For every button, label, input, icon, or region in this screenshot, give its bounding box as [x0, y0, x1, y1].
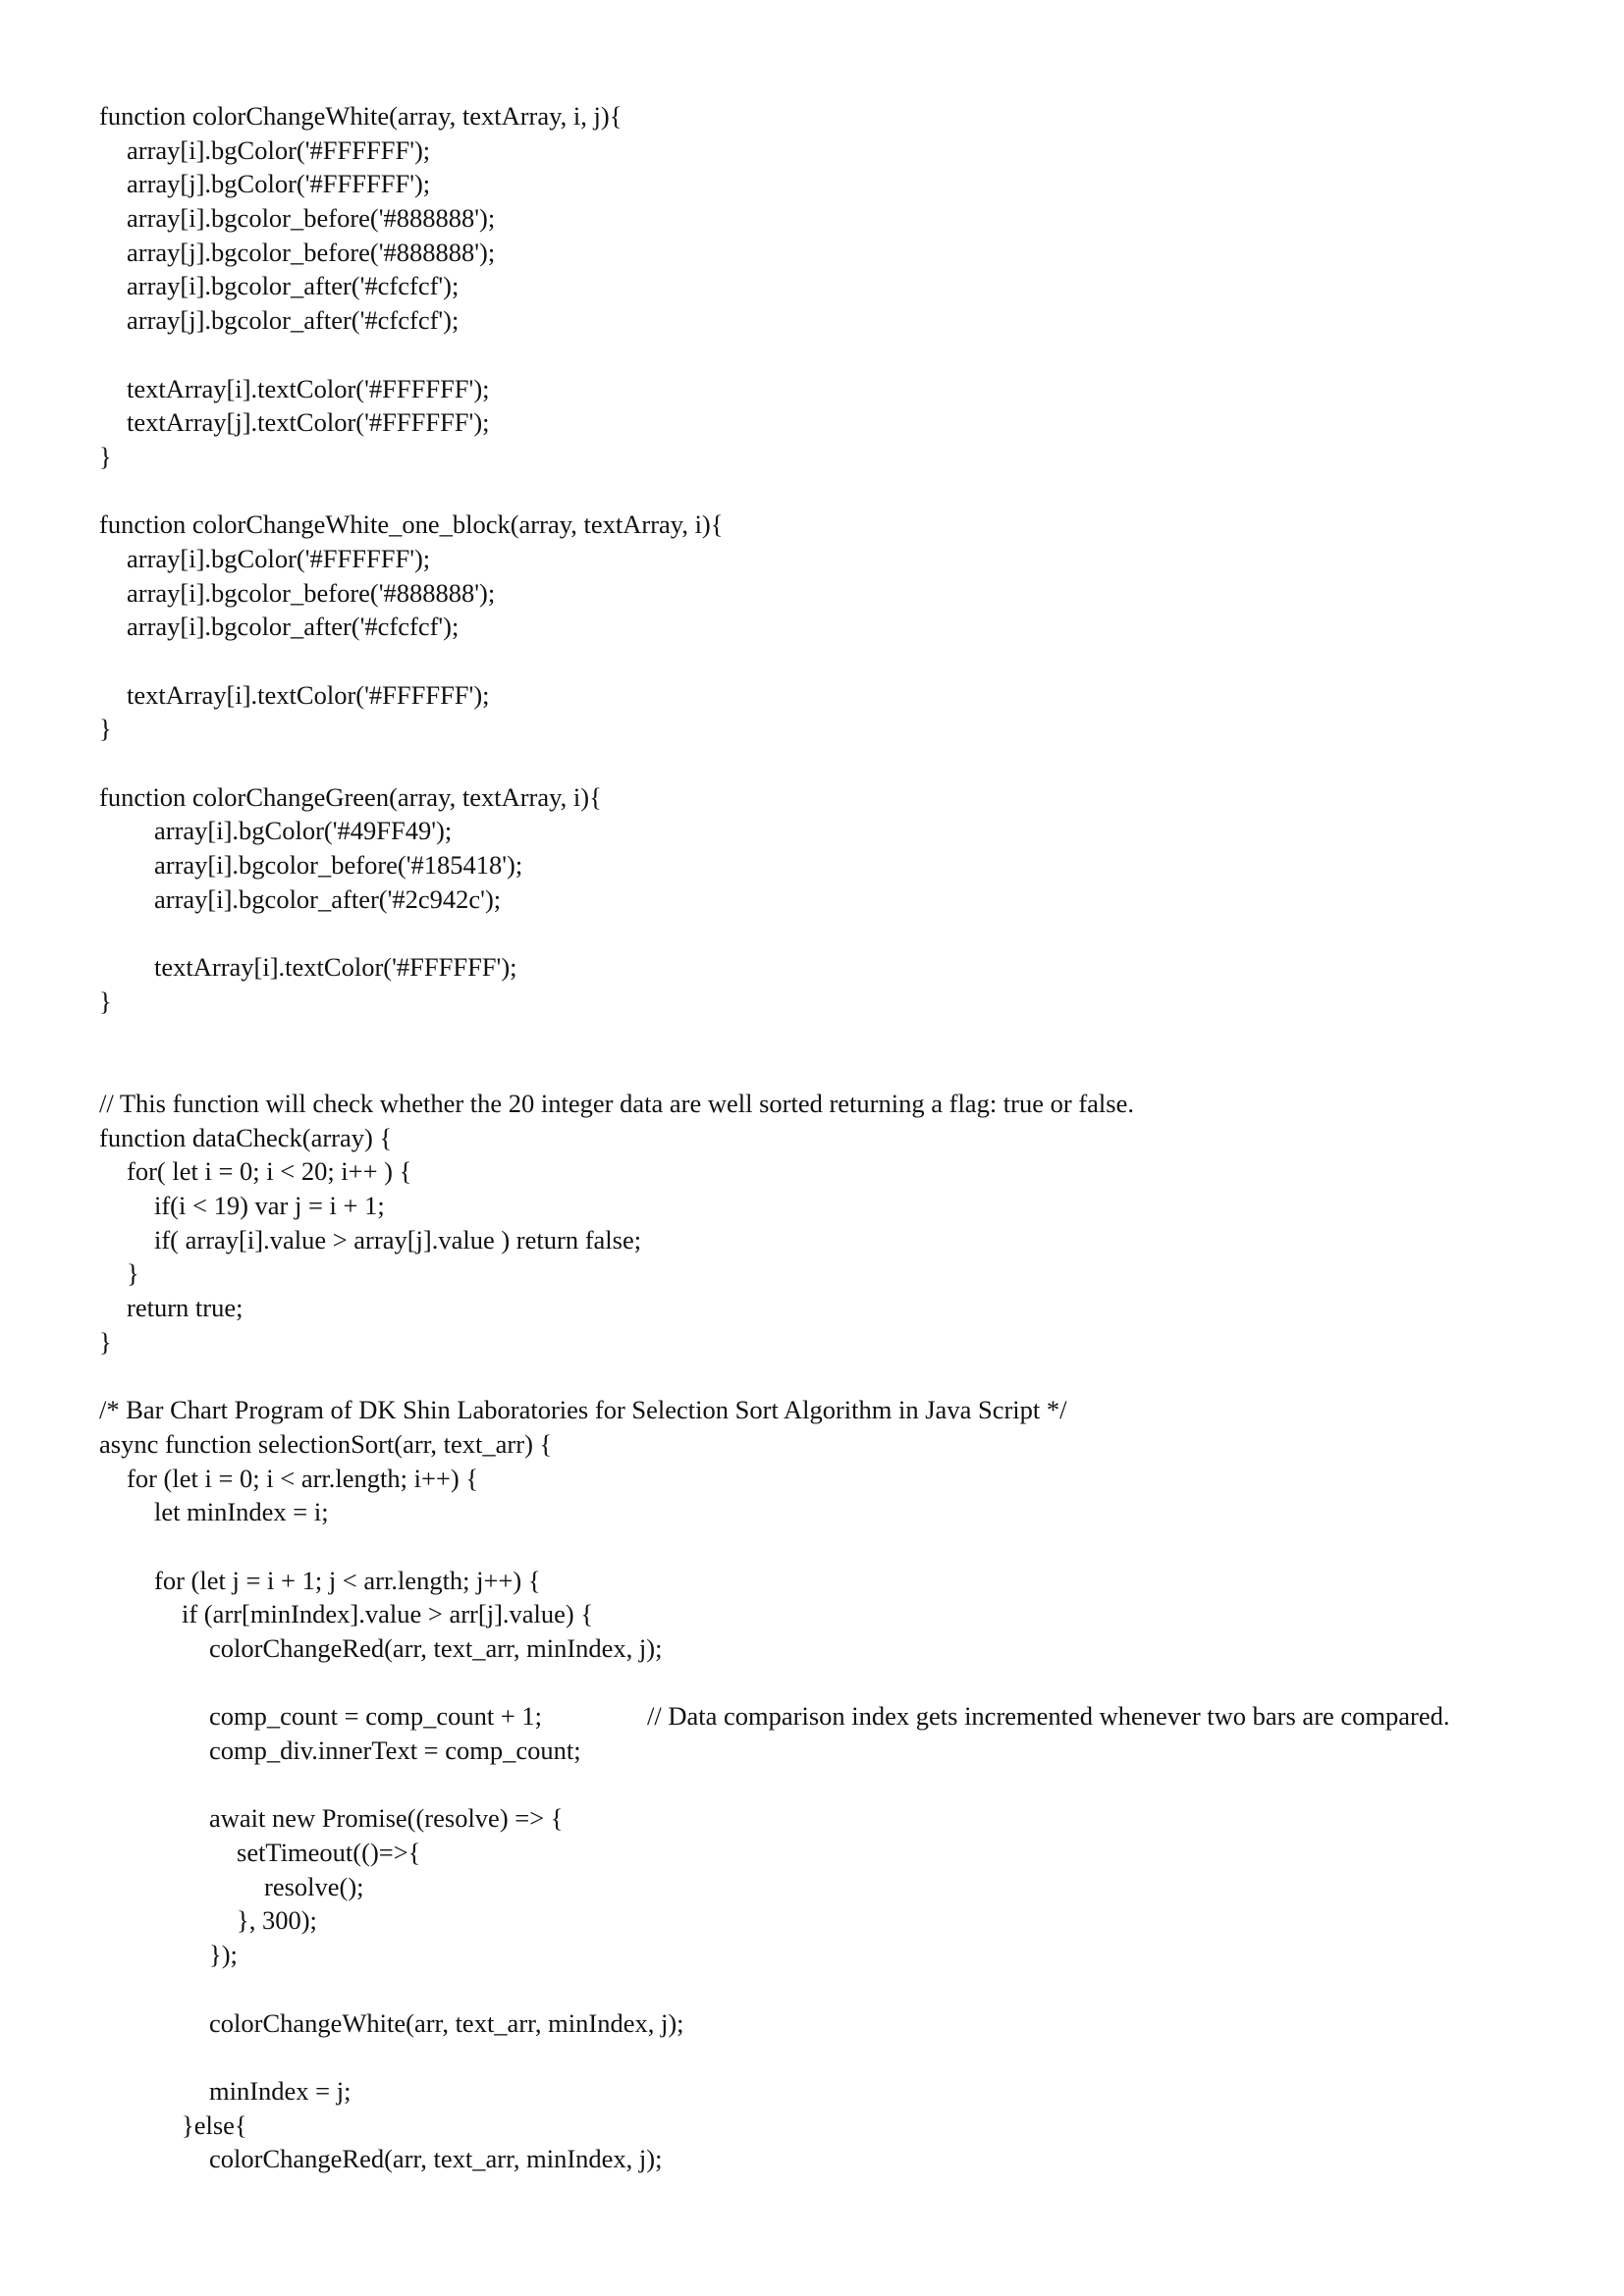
- code-line: [99, 848, 1572, 882]
- code-line: [99, 236, 1572, 270]
- code-line: [99, 338, 1572, 372]
- code-text: function dataCheck(array) {: [99, 1122, 393, 1152]
- code-text: array[i].bgcolor_before('#888888');: [127, 577, 496, 608]
- code-line: [99, 1121, 1572, 1155]
- code-text: for( let i = 0; i < 20; i++ ) {: [127, 1156, 412, 1187]
- code-text: function colorChangeWhite(array, textArray, i, j){: [99, 101, 623, 131]
- code-line: [99, 1154, 1572, 1189]
- code-text: comp_div.innerText = comp_count;: [209, 1735, 581, 1765]
- code-line: [99, 440, 1572, 474]
- code-text: function colorChangeWhite_one_block(array, textArray, i){: [99, 509, 724, 540]
- code-line: [99, 1019, 1572, 1053]
- code-text: textArray[j].textColor('#FFFFFF');: [127, 407, 490, 438]
- code-line: [99, 1393, 1572, 1427]
- code-line: [99, 303, 1572, 338]
- code-text: }: [99, 714, 112, 744]
- code-line: [99, 1903, 1572, 1938]
- code-text: let minIndex = i;: [154, 1497, 329, 1527]
- code-text: comp_count = comp_count + 1;: [209, 1701, 543, 1732]
- code-line: [99, 644, 1572, 678]
- code-line: [99, 1631, 1572, 1666]
- code-line: [99, 2040, 1572, 2074]
- code-line: [99, 201, 1572, 236]
- code-line: [99, 2109, 1572, 2143]
- code-text: }: [99, 1326, 112, 1357]
- code-line: [99, 1597, 1572, 1631]
- code-line: [99, 1495, 1572, 1529]
- code-text: if( array[i].value > array[j].value ) return false;: [154, 1224, 642, 1255]
- code-line: [99, 1972, 1572, 2006]
- code-line: [99, 917, 1572, 951]
- code-line: [99, 576, 1572, 611]
- code-text: textArray[i].textColor('#FFFFFF');: [127, 679, 490, 710]
- code-line: [99, 1699, 1572, 1734]
- code-text: // This function will check whether the 20 integer data are well sorted returning a flag: true or false.: [99, 1088, 1134, 1118]
- code-text: }: [99, 441, 112, 471]
- code-listing: [99, 99, 1572, 2176]
- code-line: [99, 1529, 1572, 1564]
- code-text: minIndex = j;: [209, 2075, 352, 2106]
- code-line: [99, 1462, 1572, 1496]
- code-line: [99, 1836, 1572, 1870]
- code-line: [99, 1427, 1572, 1462]
- code-line: [99, 2006, 1572, 2041]
- code-line: [99, 1189, 1572, 1223]
- code-line: [99, 712, 1572, 746]
- code-line: [99, 167, 1572, 201]
- code-line: [99, 1256, 1572, 1291]
- code-text: array[j].bgColor('#FFFFFF');: [127, 169, 431, 199]
- code-line: [99, 1291, 1572, 1325]
- code-line: [99, 1223, 1572, 1257]
- code-text: colorChangeRed(arr, text_arr, minIndex, j);: [209, 1632, 663, 1663]
- code-text: array[i].bgColor('#FFFFFF');: [127, 543, 431, 573]
- code-text: array[j].bgcolor_after('#cfcfcf');: [127, 305, 460, 336]
- code-line: [99, 2142, 1572, 2176]
- code-line: [99, 780, 1572, 815]
- code-line: [99, 99, 1572, 133]
- code-text: array[i].bgcolor_before('#888888');: [127, 203, 496, 234]
- code-text: });: [209, 1940, 238, 1970]
- code-line: [99, 1325, 1572, 1360]
- code-line: [99, 1666, 1572, 1700]
- code-line: [99, 1052, 1572, 1087]
- code-text: /* Bar Chart Program of DK Shin Laboratories for Selection Sort Algorithm in Java Script */: [99, 1395, 1067, 1425]
- code-text: }, 300);: [237, 1905, 317, 1936]
- code-line: [99, 542, 1572, 576]
- code-text: for (let j = i + 1; j < arr.length; j++) {: [154, 1565, 541, 1595]
- code-comment: // Data comparison index gets incremented whenever two bars are compared.: [647, 1701, 1450, 1732]
- code-line: [99, 2074, 1572, 2109]
- code-line: [99, 372, 1572, 406]
- code-text: }else{: [182, 2109, 247, 2140]
- code-text: setTimeout(()=>{: [237, 1838, 421, 1868]
- code-text: array[i].bgcolor_after('#2c942c');: [154, 883, 502, 914]
- code-line: [99, 1801, 1572, 1836]
- code-text: array[i].bgColor('#49FF49');: [154, 816, 453, 846]
- code-line: [99, 133, 1572, 168]
- code-text: colorChangeRed(arr, text_arr, minIndex, j);: [209, 2144, 663, 2174]
- code-text: function colorChangeGreen(array, textArray, i){: [99, 781, 602, 812]
- code-text: return true;: [127, 1293, 244, 1323]
- code-text: }: [127, 1258, 139, 1289]
- code-line: [99, 269, 1572, 303]
- code-line: [99, 1087, 1572, 1121]
- code-text: await new Promise((resolve) => {: [209, 1803, 564, 1834]
- code-text: if(i < 19) var j = i + 1;: [154, 1191, 385, 1220]
- code-text: textArray[i].textColor('#FFFFFF');: [154, 952, 517, 983]
- code-line: [99, 610, 1572, 644]
- code-line: [99, 1564, 1572, 1598]
- code-line: [99, 678, 1572, 713]
- code-line: [99, 474, 1572, 508]
- code-line: [99, 1359, 1572, 1393]
- code-text: array[i].bgcolor_before('#185418');: [154, 850, 523, 881]
- code-text: if (arr[minIndex].value > arr[j].value) {: [182, 1599, 594, 1629]
- code-text: resolve();: [264, 1871, 364, 1901]
- code-line: [99, 1734, 1572, 1768]
- code-line: [99, 1768, 1572, 1802]
- code-text: array[j].bgcolor_before('#888888');: [127, 237, 496, 267]
- code-line: [99, 507, 1572, 542]
- code-line: [99, 1870, 1572, 1904]
- code-text: array[i].bgcolor_after('#cfcfcf');: [127, 271, 460, 301]
- code-text: array[i].bgcolor_after('#cfcfcf');: [127, 612, 460, 642]
- code-text: textArray[i].textColor('#FFFFFF');: [127, 373, 490, 403]
- code-text: for (let i = 0; i < arr.length; i++) {: [127, 1463, 479, 1493]
- code-line: [99, 1938, 1572, 1972]
- code-line: [99, 985, 1572, 1019]
- code-line: [99, 950, 1572, 985]
- code-line: [99, 405, 1572, 440]
- code-text: colorChangeWhite(arr, text_arr, minIndex, j);: [209, 2007, 684, 2038]
- code-line: [99, 814, 1572, 848]
- code-line: [99, 882, 1572, 917]
- code-text: array[i].bgColor('#FFFFFF');: [127, 134, 431, 165]
- code-line: [99, 746, 1572, 780]
- code-text: async function selectionSort(arr, text_arr) {: [99, 1428, 553, 1459]
- code-text: }: [99, 986, 112, 1016]
